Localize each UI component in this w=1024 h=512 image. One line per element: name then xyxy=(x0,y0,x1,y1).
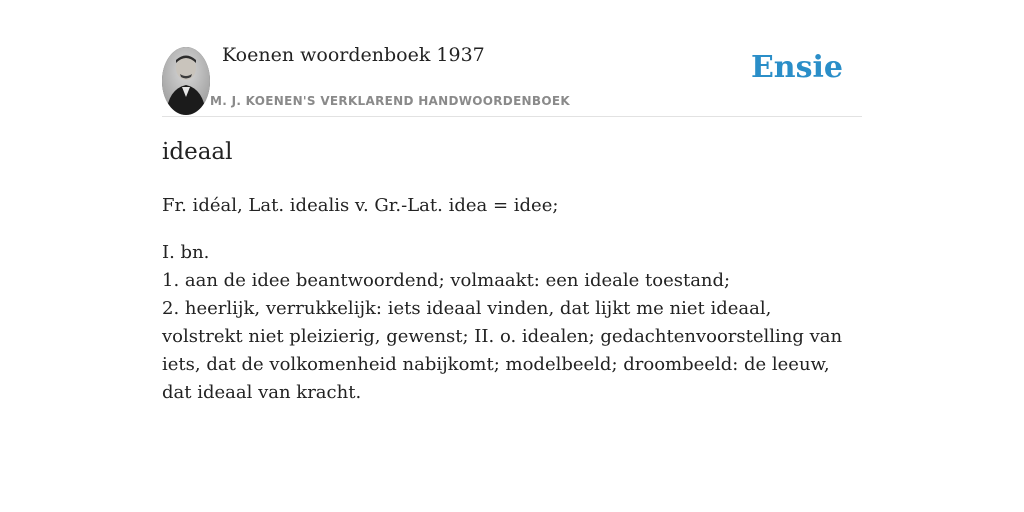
author-portrait xyxy=(162,47,210,115)
definition-line: I. bn. xyxy=(162,242,210,263)
ensie-logo-link[interactable]: Ensie xyxy=(750,50,843,85)
dictionary-header xyxy=(162,0,862,117)
definition-line: 1. aan de idee beantwoordend; volmaakt: een ideale toestand; xyxy=(162,270,731,291)
author-portrait-icon xyxy=(162,47,210,115)
book-title: Koenen woordenboek 1937 xyxy=(222,44,485,66)
entry-headword: ideaal xyxy=(162,139,233,165)
book-subtitle: M. J. KOENEN'S VERKLAREND HANDWOORDENBOEK xyxy=(210,94,570,108)
definition-line: 2. heerlijk, verrukkelijk: iets ideaal vinden, dat lijkt me niet ideaal, volstrekt niet pleizierig, gewenst; II. o. idealen; gedachtenvoorstelling van iets, dat de volkomenheid nabijkomt; modelbeeld; droombeeld: de leeuw, dat ideaal van kracht. xyxy=(162,298,843,403)
entry-definition xyxy=(162,239,852,407)
entry-etymology: Fr. idéal, Lat. idealis v. Gr.-Lat. idea = idee; xyxy=(162,195,559,216)
